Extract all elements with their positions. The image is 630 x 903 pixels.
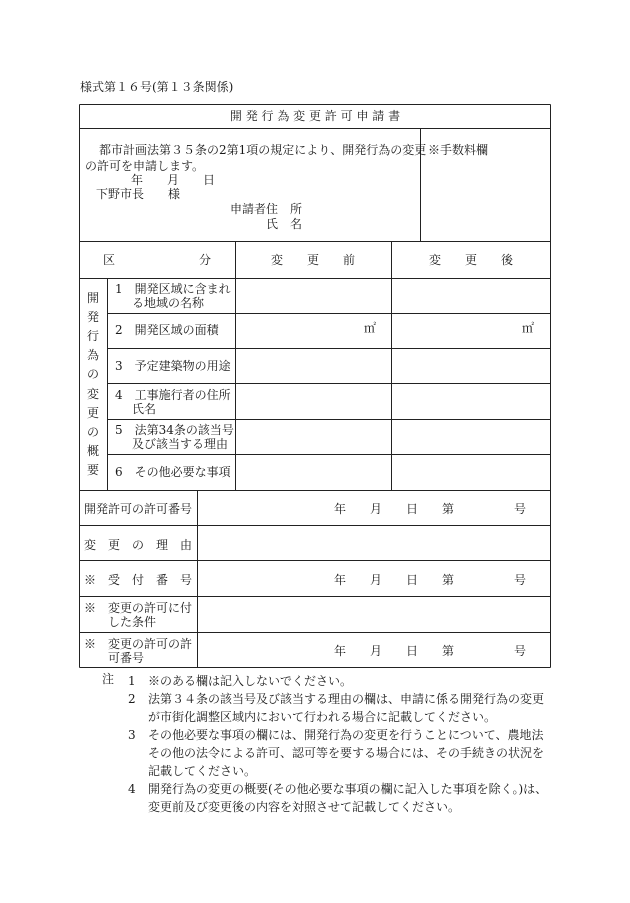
area-unit-before: ㎡ [364,321,377,335]
note-number: 2 [128,692,136,706]
notes-section [80,672,555,816]
applicant-address-label: 申請者住 所 [230,202,303,216]
category-header: 区 分 [102,253,211,267]
application-text-line2: の許可を申請します。 [85,159,205,173]
form-number: 様式第１６号(第１３条関係) [80,80,234,94]
application-date: 年 月 日 [131,173,216,187]
area-unit-after: ㎡ [522,321,535,335]
conditions-label-cont: した条件 [108,615,157,629]
notes-title: 注 [102,672,115,686]
change-summary-label [79,278,107,490]
note-item [80,780,555,816]
item-5-label-cont: 及び該当する理由 [132,437,229,451]
after-header: 変 更 後 [428,253,513,267]
summary-char: 変 [86,386,99,401]
note-number: 4 [128,782,136,796]
item-4-label-cont: 氏名 [132,402,157,416]
receipt-number-label: ※ 受 付 番 号 [84,573,193,587]
note-text: ※のある欄は記入しないでください。 [148,674,353,688]
item-4-label: 4 工事施行者の住所 [115,388,231,402]
change-reason-label: 変 更 の 理 由 [84,538,193,552]
summary-char: 為 [86,348,99,363]
form-title: 開 発 行 為 変 更 許 可 申 請 書 [229,109,401,123]
fee-label: ※手数料欄 [428,143,489,157]
summary-char: 更 [86,405,99,420]
item-1-label-cont: る地域の名称 [132,296,205,310]
conditions-label: ※ 変更の許可に付 [84,601,193,615]
note-item [80,672,555,690]
note-text: 法第３４条の該当号及び該当する理由の欄は、申請に係る開発行為の変更が市街化調整区域内において行われる場合に記載してください。 [148,692,545,724]
receipt-number-value: 年 月 日 第 号 [334,573,527,587]
item-6-label: 6 その他必要な事項 [115,465,231,479]
summary-char: 行 [86,328,99,343]
change-permit-number-label: ※ 変更の許可の許 [84,637,193,651]
summary-char: 発 [86,309,99,324]
before-header: 変 更 前 [270,253,355,267]
application-text-line1: 都市計画法第３５条の2第1項の規定により、開発行為の変更 [99,143,427,157]
note-number: 3 [128,728,136,742]
item-2-label: 2 開発区域の面積 [115,323,219,337]
item-1-label: 1 開発区域に含まれ [115,282,231,296]
item-3-label: 3 予定建築物の用途 [115,359,231,373]
summary-char: の [86,424,99,439]
summary-char: 要 [86,463,99,478]
summary-char: の [86,367,99,382]
item-5-label: 5 法第34条の該当号 [115,423,234,437]
permit-number-label: 開発許可の許可番号 [84,502,193,516]
summary-char: 開 [86,290,99,305]
note-number: 1 [128,674,136,688]
applicant-name-label: 氏 名 [266,217,303,231]
note-item [80,726,555,780]
change-permit-number-value: 年 月 日 第 号 [334,644,527,658]
note-text: 開発行為の変更の概要(その他必要な事項の欄に記入した事項を除く。)は、変更前及び変更後の内容を対照させて記載してください。 [148,782,548,814]
summary-char: 概 [86,444,99,459]
note-item [80,690,555,726]
change-permit-number-label-cont: 可番号 [108,651,145,665]
addressee: 下野市長 様 [96,187,181,201]
permit-number-value: 年 月 日 第 号 [334,502,527,516]
note-text: その他必要な事項の欄には、開発行為の変更を行うことについて、農地法その他の法令による許可、認可等を要する場合には、その手続きの状況を記載してください。 [148,728,545,778]
